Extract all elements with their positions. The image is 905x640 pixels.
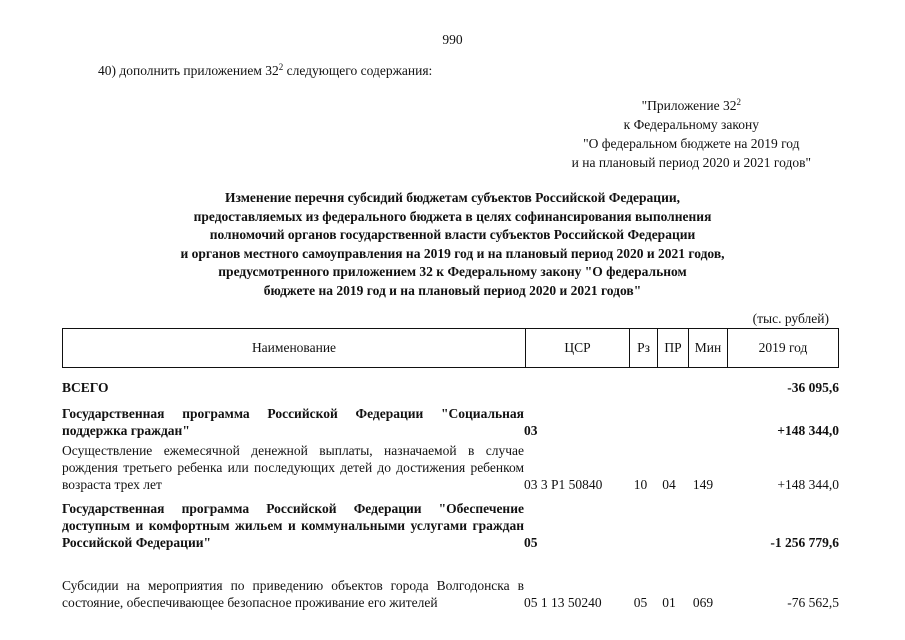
appendix-line-2: к Федеральному закону: [623, 117, 759, 132]
amendment-intro: [98, 63, 432, 79]
row-pr: [654, 371, 684, 396]
title-line: полномочий органов государственной власти субъектов Российской Федерации: [209, 227, 696, 243]
appendix-line-4: и на плановый период 2020 и 2021 годов": [571, 155, 811, 170]
header-min: Мин: [689, 329, 728, 368]
appendix-reference: [572, 96, 811, 172]
appendix-line-3: "О федеральном бюджете на 2019 год: [583, 136, 800, 151]
row-csr: 03: [524, 423, 538, 438]
appendix-line-1: [572, 96, 811, 115]
table-row-item: [62, 439, 839, 493]
row-amount: -36 095,6: [787, 380, 839, 395]
title-line: Изменение перечня субсидий бюджетам субъектов Российской Федерации,: [225, 190, 680, 205]
header-rz: Рз: [630, 329, 658, 368]
row-csr: [524, 371, 627, 396]
row-pr: [654, 493, 684, 551]
document-title: [0, 189, 905, 301]
intro-text: 40) дополнить приложением 32: [98, 63, 279, 78]
row-min: 149: [692, 477, 714, 492]
row-min: [684, 396, 722, 439]
row-amount: +148 344,0: [777, 477, 839, 492]
header-year: 2019 год: [728, 329, 839, 368]
appendix-line-1-text: "Приложение 32: [641, 98, 737, 113]
intro-superscript: 2: [278, 62, 284, 72]
header-csr: ЦСР: [526, 329, 630, 368]
header-pr: ПР: [658, 329, 689, 368]
row-csr: 05 1 13 50240: [524, 595, 602, 610]
row-pr: [654, 396, 684, 439]
row-min: [684, 371, 722, 396]
row-name: Государственная программа Российской Федерации "Социальная поддержка граждан": [62, 406, 524, 438]
row-name: Субсидии на мероприятия по приведению объектов города Волгодонска в состояние, обеспечивающее безопасное проживание его жителей: [62, 578, 524, 610]
table-row-total: [62, 371, 839, 396]
intro-text-after: следующего содержания:: [283, 63, 433, 78]
row-pr: 04: [662, 477, 676, 492]
row-name: Осуществление ежемесячной денежной выплаты, назначаемой в случае рождения третьего ребенка или последующих детей до достижения ребенком возраста трех лет: [62, 443, 524, 492]
row-rz: [627, 371, 654, 396]
row-pr: 01: [662, 595, 676, 610]
row-rz: [627, 493, 654, 551]
appendix-superscript: 2: [736, 97, 741, 107]
table-row-program: [62, 493, 839, 551]
title-line: предоставляемых из федерального бюджета в целях софинансирования выполнения: [193, 208, 712, 224]
row-amount: +148 344,0: [777, 423, 839, 438]
header-row: [63, 329, 839, 368]
table-row-program: [62, 396, 839, 439]
title-line: и органов местного самоуправления на 2019 год и на плановый период 2020 и 2021 годов,: [180, 245, 725, 261]
title-line: предусмотренного приложением 32 к Федеральному закону "О федеральном: [218, 264, 687, 280]
row-csr: 03 3 P1 50840: [524, 477, 603, 492]
page-number: 990: [442, 32, 463, 47]
row-rz: 05: [633, 595, 648, 610]
row-amount: -76 562,5: [787, 595, 839, 610]
row-csr: 05: [524, 535, 538, 550]
row-amount: -1 256 779,6: [770, 535, 839, 550]
row-rz: 10: [633, 477, 648, 492]
title-line: бюджете на 2019 год и на плановый период 2020 и 2021 годов": [263, 282, 642, 298]
row-min: [684, 493, 722, 551]
row-min: 069: [692, 595, 714, 610]
row-rz: [627, 396, 654, 439]
table-row-item: [62, 551, 839, 611]
table-header: [62, 328, 839, 368]
row-name: ВСЕГО: [62, 380, 109, 395]
subsidy-table: [62, 371, 839, 611]
units-label: (тыс. рублей): [752, 311, 829, 326]
row-name: Государственная программа Российской Федерации "Обеспечение доступным и комфортным жильем и коммунальными услугами граждан Российской Федерации": [62, 501, 524, 550]
header-name: Наименование: [63, 329, 526, 368]
